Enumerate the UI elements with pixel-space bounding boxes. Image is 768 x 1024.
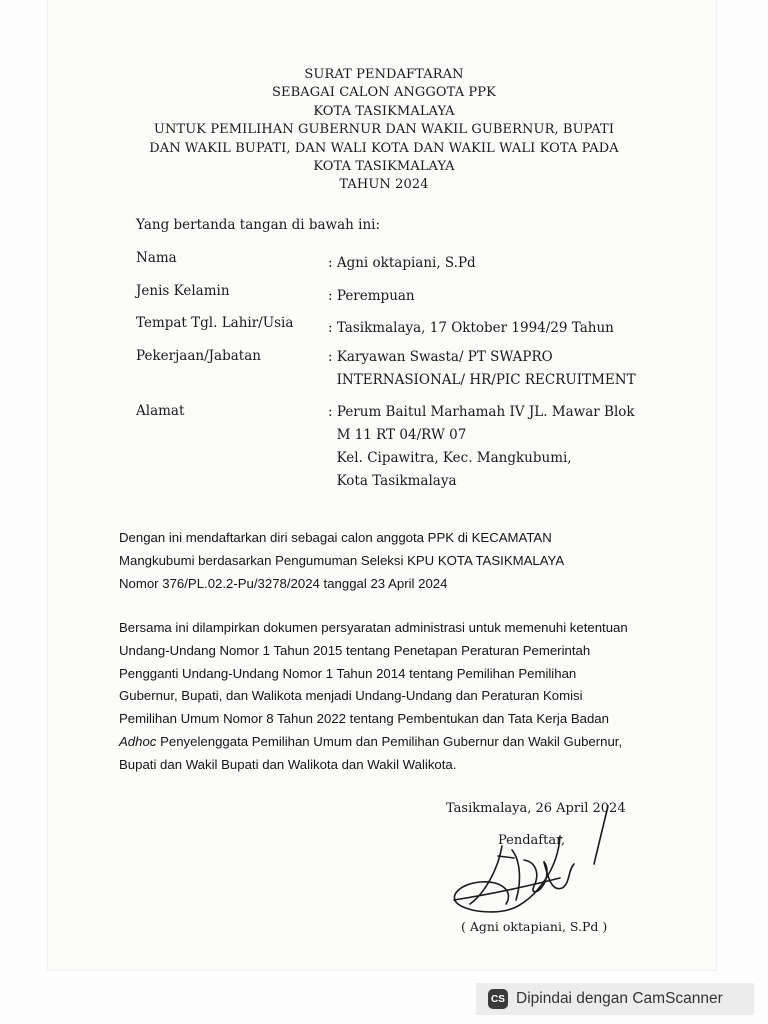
camscanner-watermark xyxy=(476,983,754,1015)
header-line: TAHUN 2024 xyxy=(339,177,429,193)
header-line: DAN WAKIL BUPATI, DAN WALI KOTA DAN WAKIL WALI KOTA PADA xyxy=(149,140,619,156)
italic-word: Adhoc xyxy=(119,733,157,749)
field-label: Tempat Tgl. Lahir/Usia xyxy=(136,315,294,331)
paragraph-line: Pemilihan Umum Nomor 8 Tahun 2022 tentang Pembentukan dan Tata Kerja Badan xyxy=(119,711,609,727)
paragraph-line: Bupati dan Wakil Bupati dan Walikota dan Wakil Walikota. xyxy=(119,756,457,772)
header-line: SURAT PENDAFTARAN xyxy=(304,67,464,82)
camscanner-logo-icon: CS xyxy=(488,989,508,1009)
paragraph-attachments xyxy=(119,617,628,777)
paragraph-line: Gubernur, Bupati, dan Walikota menjadi Undang-Undang dan Peraturan Komisi xyxy=(119,688,583,704)
paragraph-line: Adhoc Penyelenggata Pemilihan Umum dan Pemilihan Gubernur dan Wakil Gubernur, xyxy=(119,733,623,749)
camscanner-text: Dipindai dengan CamScanner xyxy=(516,990,723,1007)
header-line: KOTA TASIKMALAYA xyxy=(313,159,455,175)
header-line: UNTUK PEMILIHAN GUBERNUR DAN WAKIL GUBERNUR, BUPATI xyxy=(153,122,615,138)
field-label: Jenis Kelamin xyxy=(136,283,230,299)
signature-place-date: Tasikmalaya, 26 April 2024 xyxy=(446,801,626,816)
paragraph-line: Dengan ini mendaftarkan diri sebagai calon anggota PPK di KECAMATAN xyxy=(119,530,552,545)
paragraph-line: Mangkubumi berdasarkan Pengumuman Seleksi KPU KOTA TASIKMALAYA xyxy=(119,552,565,568)
field-value: : Tasikmalaya, 17 Oktober 1994/29 Tahun xyxy=(328,320,614,336)
signature-role: Pendaftar, xyxy=(498,833,566,848)
header-line: SEBAGAI CALON ANGGOTA PPK xyxy=(272,85,496,101)
paragraph-line: Pengganti Undang-Undang Nomor 1 Tahun 2014 tentang Pemilihan Pemilihan xyxy=(119,665,577,681)
field-value: : Perempuan xyxy=(328,288,415,304)
field-label: Pekerjaan/Jabatan xyxy=(136,348,261,364)
letter-header xyxy=(0,66,768,195)
paragraph-line: Nomor 376/PL.02.2-Pu/3278/2024 tanggal 23 April 2024 xyxy=(119,575,448,591)
field-value: : Karyawan Swasta/ PT SWAPRO INTERNASIONAL/ HR/PIC RECRUITMENT xyxy=(328,349,636,388)
intro-text: Yang bertanda tangan di bawah ini: xyxy=(136,217,381,233)
handwritten-signature xyxy=(440,800,630,930)
paragraph-registration xyxy=(119,527,564,595)
field-value: : Perum Baitul Marhamah IV JL. Mawar Blok M 11 RT 04/RW 07 Kel. Cipawitra, Kec. Mangkubumi, Kota Tasikmalaya xyxy=(328,404,635,489)
field-label: Nama xyxy=(136,250,177,266)
signature-name: ( Agni oktapiani, S.Pd ) xyxy=(461,919,608,934)
field-label: Alamat xyxy=(136,403,185,419)
header-line: KOTA TASIKMALAYA xyxy=(313,103,455,119)
field-value: : Agni oktapiani, S.Pd xyxy=(328,255,476,271)
paragraph-line: Bersama ini dilampirkan dokumen persyaratan administrasi untuk memenuhi ketentuan xyxy=(119,620,628,635)
paragraph-line: Undang-Undang Nomor 1 Tahun 2015 tentang Penetapan Peraturan Pemerintah xyxy=(119,642,591,658)
